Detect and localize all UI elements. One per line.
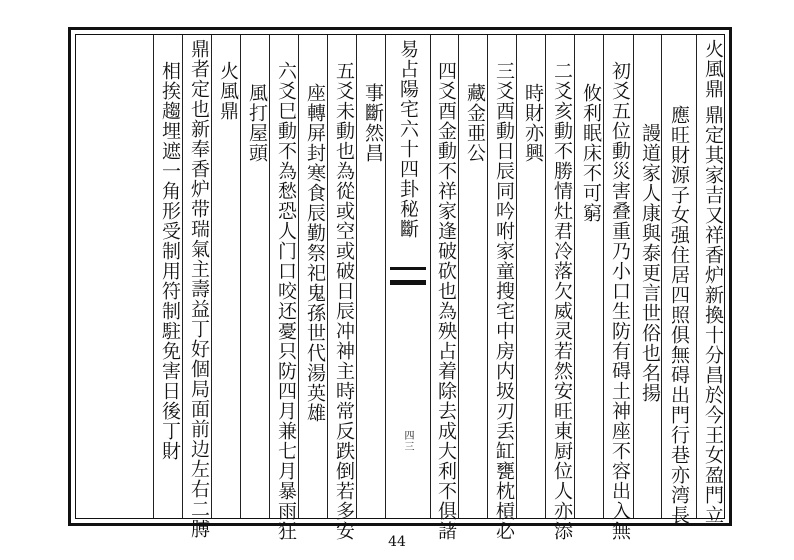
text-column: 藏金亜公 [464,83,486,163]
column-rule [487,35,488,518]
column-rule [574,35,575,518]
text-column: 三爻酉動日辰同吟咐家童搜宅中房内圾刃丢缸甕枕槓必 [493,61,515,541]
folio-number: 四三 [402,430,413,452]
column-rule [603,35,604,518]
column-rule [298,35,299,518]
text-column: 風打屋頭 [246,83,268,163]
column-rule [545,35,546,518]
fish-tail-ornament-lower [390,279,426,285]
hexagram-title: 火風鼎 [702,39,724,99]
column-rule [182,35,183,518]
hexagram-title: 火風鼎 [217,61,239,121]
column-rule [458,35,459,518]
column-rule [696,35,697,518]
text-column: 二爻亥動不勝情灶君冷落欠威灵若然安旺東厨位人亦添 [551,61,573,541]
text-column: 謾道家人康與泰更言世俗也名揚 [639,123,661,403]
text-column: 相挨趨埋遮一角形受制用符制駐免害日後丁財 [159,61,181,461]
center-title-strip [385,35,431,518]
text-column: 時財亦興 [522,83,544,163]
text-column: 四爻酉金動不祥家逢破砍也為殃占着除去成大利不俱諸 [435,61,457,541]
text-column: 攸利眠床不可窮 [580,83,602,223]
text-column: 事斷然昌 [362,83,384,163]
column-rule [211,35,212,518]
text-column: 座轉屏封寒食辰勤祭祀鬼孫世代湯英雄 [304,83,326,423]
text-column: 五爻未動也為從或空或破日辰冲神主時常反跌倒若多安 [333,61,355,541]
text-column: 鼎者定也新奉香炉带瑞氣主壽益丁好個局面前边左右二膊 [188,39,210,539]
text-column: 六爻巳動不為愁恐人门口咬还憂只防四月兼七月暴雨狂 [275,61,297,541]
inner-border [75,34,725,541]
text-column: 初爻五位動災害叠重乃小口生防有碍土神座不容出入無 [609,61,631,541]
column-rule [661,35,662,518]
column-rule [327,35,328,518]
column-rule [153,35,154,518]
column-rule [240,35,241,518]
text-column: 應旺財源子女强住居四照俱無碍出門行巷亦湾長 [668,105,690,525]
column-rule [269,35,270,518]
column-rule [516,35,517,518]
column-rule [356,35,357,518]
center-title: 易占陽宅六十四卦秘斷 [397,39,419,239]
page-number: 44 [388,534,406,550]
book-page-frame [68,27,732,541]
column-rule [633,35,634,518]
text-column: 鼎定其家吉又祥香炉新換十分昌於今王女盈門立 [702,105,724,525]
